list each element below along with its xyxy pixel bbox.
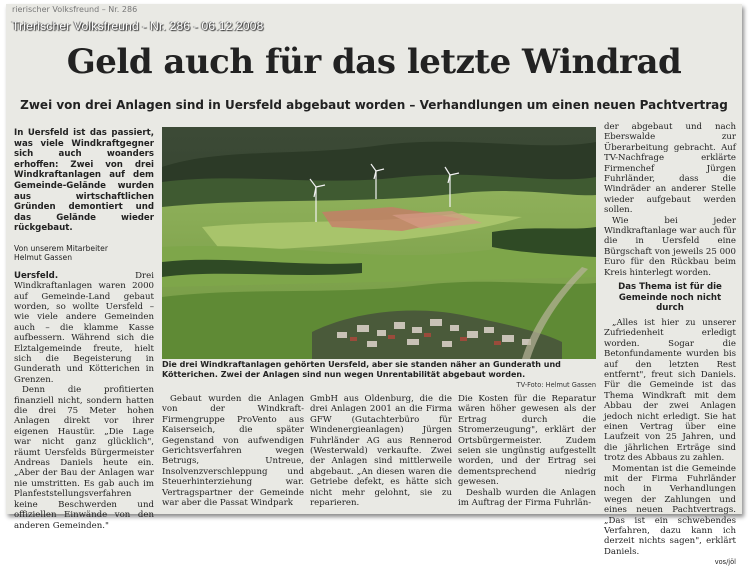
- body-paragraph: Denn die profitierten finanziell nicht, sondern hatten die drei 75 Meter hohen Anlagen direkt vor ihrer eigenen Haustür. „Die Lage war nicht ganz glücklich", räumt Uersfelds Bürgermeister Andreas Daniels heute ein. „Aber der Bau der Anlagen war nie umstritten. Es gab auch im Planfeststellungsverfahren keine Beschwerden und offiziellen Einwände von den anderen Gemeinden.": [14, 385, 154, 531]
- newspaper-clipping: [6, 4, 742, 567]
- headline: Geld auch für das letzte Windrad: [66, 42, 682, 82]
- body-paragraph: Wie bei jeder Windkraftanlage war auch für die in Uersfeld eine Bürgschaft von jeweils 25 000 Euro für den Rückbau beim Kreis hinterlegt worden.: [604, 215, 736, 278]
- column-3: [310, 394, 452, 509]
- lead-paragraph: In Uersfeld ist das passiert, was viele Windkraftgegner sich auch woanders erhoffen: Zwei von drei Windkraftanlagen auf dem Gemeinde-Gelände wurden aus wirtschaftlichen Gründen demontiert und das Gelände wieder rückgebaut.: [14, 128, 154, 234]
- masthead-strip: rierischer Volksfreund – Nr. 286: [12, 5, 138, 14]
- subheadline: Zwei von drei Anlagen sind in Uersfeld abgebaut worden – Verhandlungen um einen neuen Pachtvertrag: [20, 98, 728, 112]
- column-4: [458, 394, 596, 509]
- column-1: [14, 128, 154, 531]
- windpark-photo: [162, 127, 596, 359]
- author-signature: vos/jöl: [714, 558, 736, 567]
- body-paragraph: Die Kosten für die Reparatur wären höher gewesen als der Ertrag durch die Stromerzeugung", erklärt der Ortsbürgermeister. Zudem seien sie ungünstig aufgestellt worden, und der Ertrag sei dementsprechend niedrig gewesen.: [458, 394, 596, 488]
- intertitle: Das Thema ist für die Gemeinde noch nicht durch: [618, 282, 722, 314]
- source-banner: Trierischer Volksfreund - Nr. 286 - 06.12.2008: [12, 19, 264, 33]
- body-paragraph: GmbH aus Oldenburg, die die drei Anlagen 2001 an die Firma GFW (Gutachterbüro für Windenergieanlagen) Jürgen Fuhrländer AG aus Rennerod (Westerwald) verkaufte. Zwei der Anlagen sind mittlerweile abgebaut. „An diesen waren die Getriebe defekt, es hätte sich nicht mehr gelohnt, sie zu reparieren.: [310, 394, 452, 509]
- column-5: [604, 122, 736, 567]
- author-line: [14, 244, 154, 263]
- body-text: Drei Windkraftanlagen waren 2000 auf Gemeinde-Land gebaut worden, so wollte Uersfeld – wie viele andere Gemeinden auch – die klamme Kasse aufbessern. Während sich die Elztalgemeinde freute, hielt sich die Begeisterung in Gunderath und Kötterichen in Grenzen.: [14, 270, 154, 385]
- body-paragraph: Deshalb wurden die Anlagen im Auftrag der Firma Fuhrlän-: [458, 487, 596, 509]
- dateline: Uersfeld.: [14, 270, 59, 281]
- body-paragraph: der abgebaut und nach Eberswalde zur Überarbeitung gebracht. Auf TV-Nachfrage erklärte Firmenchef Jürgen Fuhrländer, dass die Windräder an anderer Stelle wieder aufgebaut werden sollen.: [604, 122, 736, 216]
- photo-caption: Die drei Windkraftanlagen gehörten Uersfeld, aber sie standen näher an Gunderath und Kötterichen. Zwei der Anlagen sind nun wegen Unrentabilität abgebaut worden.: [162, 360, 561, 379]
- landscape-photo-image: [162, 127, 596, 359]
- body-paragraph: [14, 271, 154, 385]
- author-role: Von unserem Mitarbeiter: [14, 243, 108, 253]
- body-paragraph: Momentan ist die Gemeinde mit der Firma Fuhrländer noch in Verhandlungen wegen der Zahlungen und eines neuen Pachtvertrags. „Das ist ein schwebendes Verfahren, dazu kann ich derzeit nichts sagen", erklärt Daniels.: [604, 463, 736, 557]
- body-paragraph: „Alles ist hier zu unserer Zufriedenheit erledigt worden. Sogar die Betonfundamente wurden bis auf den letzten Rest entfernt", freut sich Daniels. Für die Gemeinde ist das Thema Windkraft mit dem Abbau der zwei Anlagen jedoch nicht erledigt. Sie hat einen Vertrag über eine Laufzeit von 25 Jahren, und die jährlichen Erträge sind trotz des Abbaus zu zahlen.: [604, 317, 736, 464]
- body-paragraph: Gebaut wurden die Anlagen von der Windkraft-Firmengruppe ProVento aus Kaiserseich, die später Gegenstand von aufwendigen Gerichtsverfahren wegen Betrugs, Untreue, Insolvenzverschleppung und Steuerhinterziehung war. Vertragspartner der Gemeinde war aber die Passat Windpark: [162, 394, 304, 509]
- author-name: Helmut Gassen: [14, 253, 73, 263]
- photo-credit: TV-Foto: Helmut Gassen: [516, 381, 596, 389]
- column-2: [162, 394, 304, 509]
